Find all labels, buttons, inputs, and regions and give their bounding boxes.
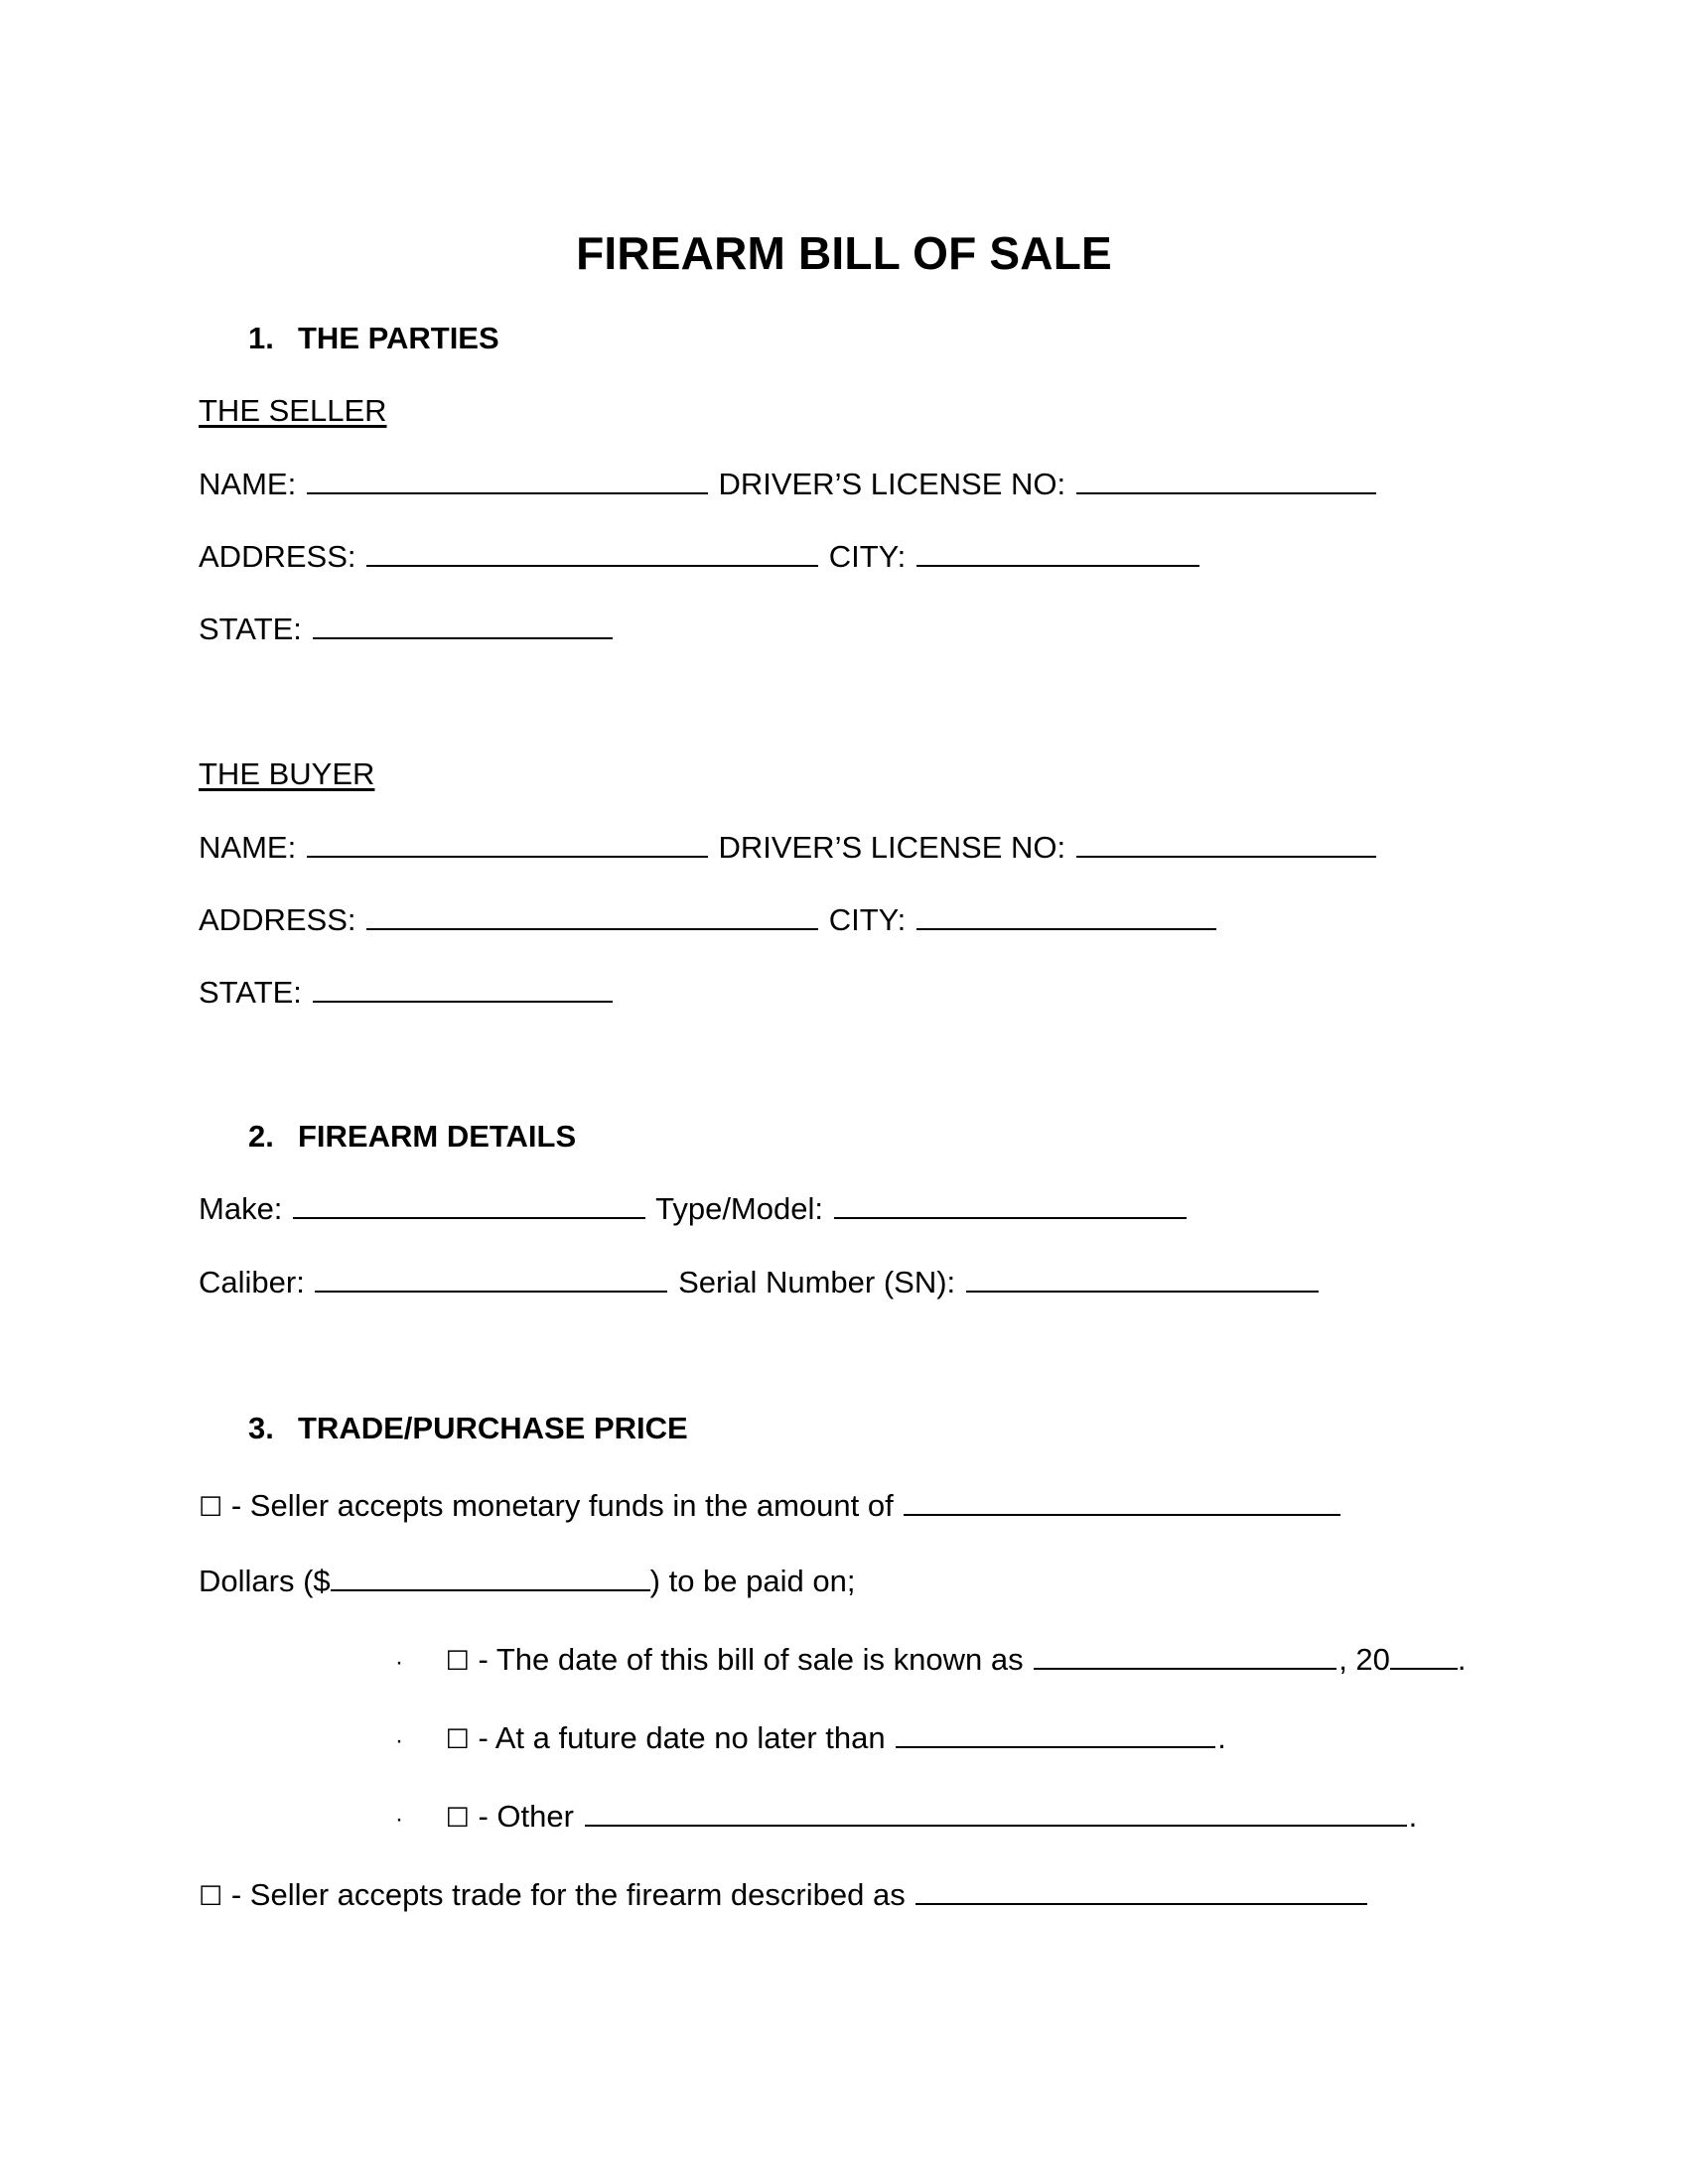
seller-state-field[interactable] [313, 614, 613, 639]
buyer-subheading: THE BUYER [199, 756, 375, 791]
buyer-name-line [199, 830, 1378, 866]
dollars-amount-field[interactable] [331, 1566, 650, 1591]
seller-address-line [199, 539, 1201, 575]
bullet-dot: · [395, 1727, 403, 1754]
caliber-label: Caliber: [199, 1265, 305, 1299]
make-label: Make: [199, 1191, 283, 1226]
section-number: 3. [248, 1411, 274, 1445]
model-field[interactable] [834, 1193, 1187, 1219]
option-other-checkbox[interactable]: ☐ [445, 1803, 470, 1834]
year-field[interactable] [1390, 1644, 1458, 1670]
buyer-address-line [199, 902, 1218, 938]
buyer-state-label: STATE: [199, 975, 302, 1010]
option-today-label: - The date of this bill of sale is known as [478, 1642, 1024, 1677]
document-title: FIREARM BILL OF SALE [576, 227, 1112, 279]
buyer-state-line [199, 975, 615, 1011]
section-2-heading [248, 1119, 576, 1155]
buyer-address-label: ADDRESS: [199, 902, 356, 937]
make-field[interactable] [293, 1193, 645, 1219]
seller-address-field[interactable] [366, 541, 818, 567]
buyer-license-field[interactable] [1076, 832, 1376, 858]
seller-name-line [199, 467, 1378, 502]
make-model-line [199, 1191, 1189, 1227]
trade-description-field[interactable] [915, 1879, 1367, 1905]
option-future-line [395, 1720, 1226, 1759]
monetary-label: - Seller accepts monetary funds in the amount of [230, 1488, 894, 1523]
seller-state-label: STATE: [199, 612, 302, 646]
seller-address-label: ADDRESS: [199, 539, 356, 574]
seller-name-field[interactable] [307, 469, 708, 494]
buyer-name-field[interactable] [307, 832, 708, 858]
bullet-dot: · [395, 1649, 403, 1676]
option-future-date-field[interactable] [896, 1722, 1215, 1748]
trade-line [199, 1877, 1369, 1915]
serial-label: Serial Number (SN): [678, 1265, 956, 1299]
option-today-line [395, 1642, 1467, 1681]
period: . [1457, 1642, 1467, 1677]
monetary-amount-words-field[interactable] [904, 1490, 1340, 1516]
buyer-state-field[interactable] [313, 977, 613, 1003]
seller-subheading: THE SELLER [199, 393, 387, 428]
section-number: 2. [248, 1119, 274, 1154]
caliber-serial-line [199, 1265, 1321, 1300]
option-other-line [395, 1799, 1417, 1838]
buyer-name-label: NAME: [199, 830, 297, 865]
section-1-heading [248, 321, 499, 356]
serial-field[interactable] [966, 1267, 1319, 1293]
option-other-label: - Other [478, 1799, 574, 1834]
caliber-field[interactable] [315, 1267, 667, 1293]
seller-city-field[interactable] [916, 541, 1199, 567]
dollars-line [199, 1564, 855, 1599]
seller-name-label: NAME: [199, 467, 297, 501]
section-title: THE PARTIES [298, 321, 499, 355]
bullet-dot: · [395, 1806, 403, 1833]
period: . [1217, 1720, 1226, 1755]
option-other-field[interactable] [585, 1801, 1407, 1827]
option-today-checkbox[interactable]: ☐ [445, 1646, 470, 1677]
section-number: 1. [248, 321, 274, 355]
seller-license-field[interactable] [1076, 469, 1376, 494]
year-prefix: , 20 [1338, 1642, 1390, 1677]
section-title: TRADE/PURCHASE PRICE [298, 1411, 688, 1445]
buyer-address-field[interactable] [366, 904, 818, 930]
trade-checkbox[interactable]: ☐ [199, 1881, 223, 1912]
dollars-prefix: Dollars ($ [199, 1564, 331, 1598]
trade-label: - Seller accepts trade for the firearm described as [230, 1877, 906, 1912]
buyer-license-label: DRIVER’S LICENSE NO: [718, 830, 1066, 865]
option-future-label: - At a future date no later than [478, 1720, 886, 1755]
dollars-suffix: ) to be paid on; [649, 1564, 856, 1598]
option-future-checkbox[interactable]: ☐ [445, 1724, 470, 1755]
buyer-city-label: CITY: [828, 902, 907, 937]
seller-state-line [199, 612, 615, 647]
monetary-checkbox[interactable]: ☐ [199, 1492, 223, 1523]
section-3-heading [248, 1411, 688, 1446]
model-label: Type/Model: [655, 1191, 823, 1226]
seller-license-label: DRIVER’S LICENSE NO: [718, 467, 1066, 501]
section-title: FIREARM DETAILS [298, 1119, 577, 1154]
monetary-funds-line [199, 1488, 1342, 1526]
buyer-city-field[interactable] [916, 904, 1216, 930]
option-today-date-field[interactable] [1034, 1644, 1336, 1670]
period: . [1408, 1799, 1418, 1834]
seller-city-label: CITY: [828, 539, 907, 574]
